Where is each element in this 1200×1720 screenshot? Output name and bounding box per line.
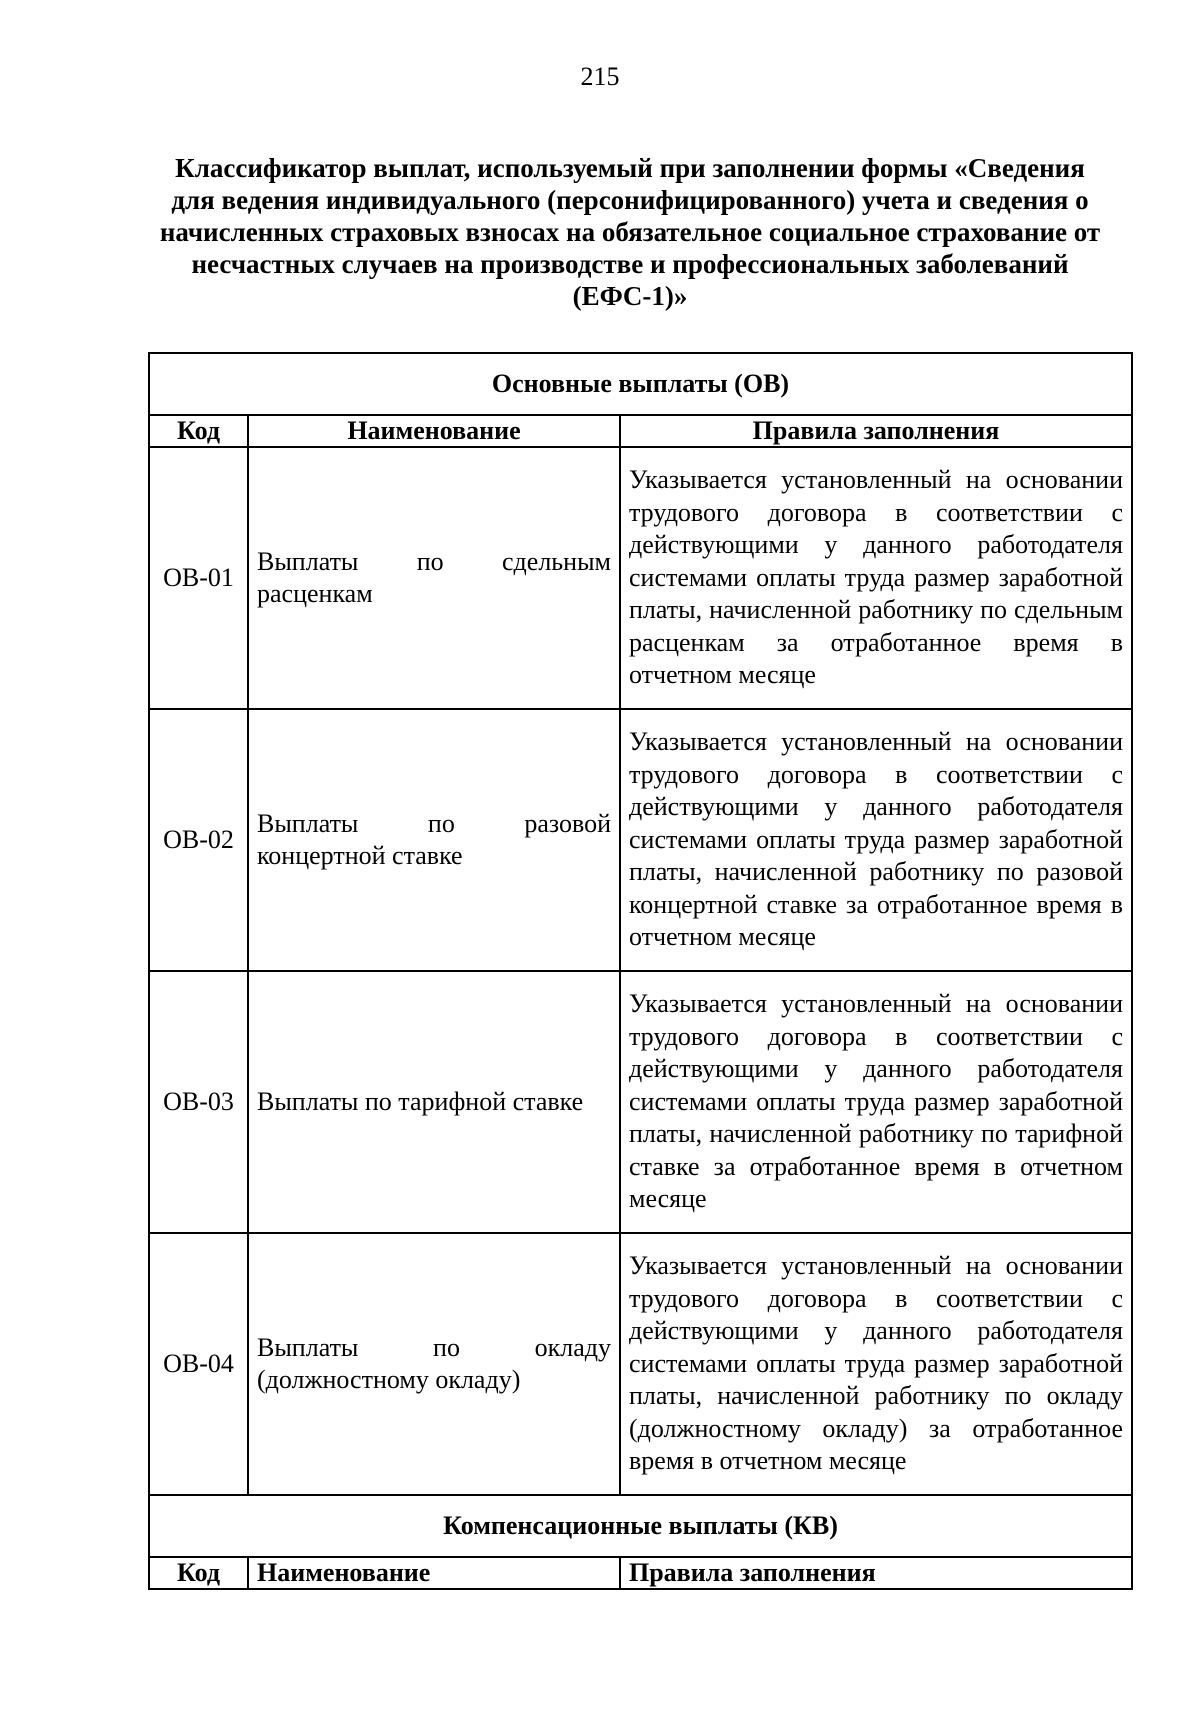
title-line: (ЕФС-1)» — [572, 281, 688, 311]
row-code: ОВ-04 — [150, 1233, 248, 1495]
table-row — [150, 971, 1131, 1233]
table-row — [150, 447, 1131, 709]
column-header-code: Код — [150, 415, 248, 447]
column-header-rules: Правила заполнения — [620, 415, 1131, 447]
row-rule: Указывается установленный на основании трудового договора в соответствии с действующими у данного работодателя системами оплаты труда размер заработной платы, начисленной работнику по сдельным расценкам за отработанное время в отчетном месяце — [620, 447, 1131, 709]
row-rule: Указывается установленный на основании трудового договора в соответствии с действующими у данного работодателя системами оплаты труда размер заработной платы, начисленной работнику по тарифной ставке за отработанное время в отчетном месяце — [620, 971, 1131, 1233]
payments-table — [148, 352, 1133, 1590]
column-header-name: Наименование — [248, 415, 620, 447]
row-name: Выплаты по разовой концертной ставке — [248, 709, 620, 971]
row-rule: Указывается установленный на основании трудового договора в соответствии с действующими у данного работодателя системами оплаты труда размер заработной платы, начисленной работнику по разовой концертной ставке за отработанное время в отчетном месяце — [620, 709, 1131, 971]
row-code: ОВ-02 — [150, 709, 248, 971]
row-name: Выплаты по окладу (должностному окладу) — [248, 1233, 620, 1495]
title-line: Классификатор выплат, используемый при заполнении формы «Сведения — [175, 153, 1085, 183]
column-header-rules: Правила заполнения — [620, 1557, 1131, 1588]
title-line: несчастных случаев на производстве и профессиональных заболеваний — [191, 249, 1069, 279]
title-line: начисленных страховых взносах на обязательное социальное страхование от — [159, 217, 1101, 247]
title-line: для ведения индивидуального (персонифицированного) учета и сведения о — [171, 185, 1089, 215]
row-name: Выплаты по тарифной ставке — [248, 971, 620, 1233]
table-row — [150, 1233, 1131, 1495]
table-row — [150, 709, 1131, 971]
document-title — [140, 152, 1120, 312]
row-code: ОВ-03 — [150, 971, 248, 1233]
row-rule: Указывается установленный на основании трудового договора в соответствии с действующими у данного работодателя системами оплаты труда размер заработной платы, начисленной работнику по окладу (должностному окладу) за отработанное время в отчетном месяце — [620, 1233, 1131, 1495]
section-title-compensation: Компенсационные выплаты (КВ) — [150, 1495, 1131, 1557]
row-name: Выплаты по сдельным расценкам — [248, 447, 620, 709]
column-header-code: Код — [150, 1557, 248, 1588]
row-code: ОВ-01 — [150, 447, 248, 709]
column-header-name: Наименование — [248, 1557, 620, 1588]
section-title-basic: Основные выплаты (ОВ) — [150, 354, 1131, 415]
page-number: 215 — [580, 62, 620, 91]
